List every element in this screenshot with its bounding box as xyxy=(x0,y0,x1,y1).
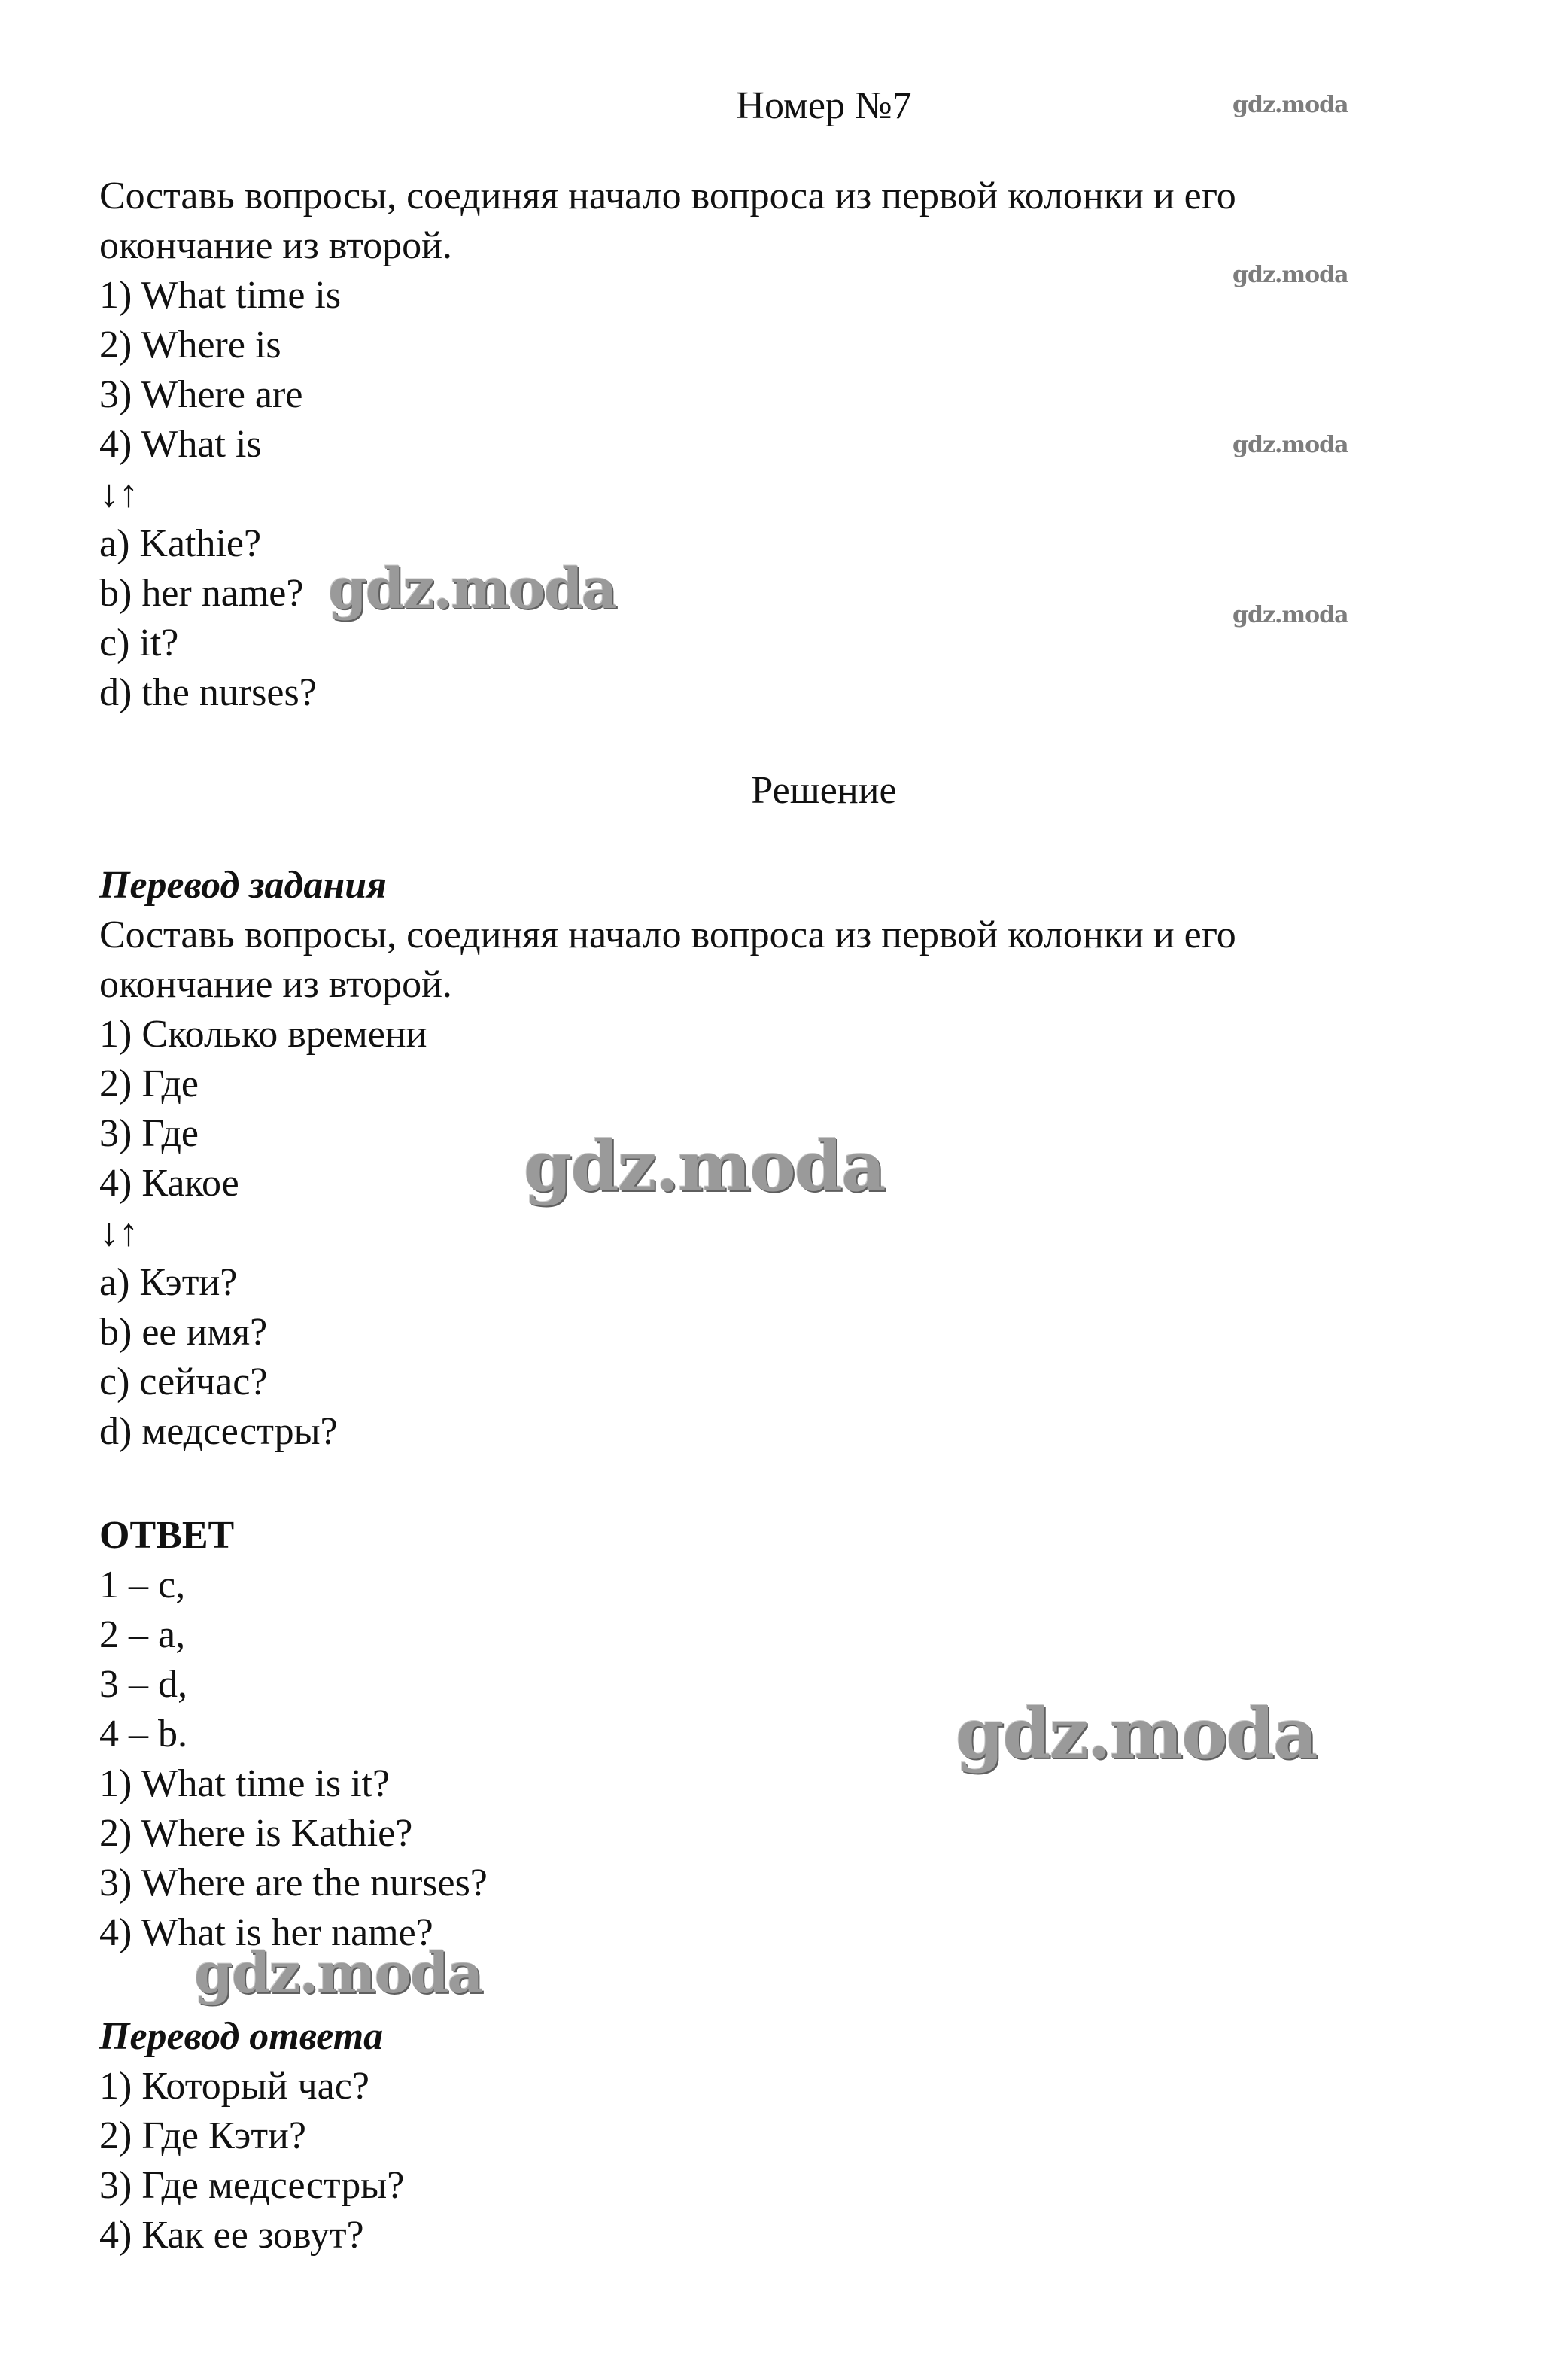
watermark: gdz.moda xyxy=(1232,432,1348,458)
answer-question-4: 4) What is her name? xyxy=(99,1911,433,1954)
watermark: gdz.moda xyxy=(328,557,616,622)
task-start-3: 3) Where are xyxy=(99,373,303,416)
task-instruction-line-1: Составь вопросы, соединяя начало вопроса из первой колонки и его xyxy=(99,175,1236,217)
task-ending-b: b) her name? xyxy=(99,572,304,615)
answer-heading: ОТВЕТ xyxy=(99,1514,235,1557)
solution-ending-b: b) ее имя? xyxy=(99,1311,268,1354)
watermark: gdz.moda xyxy=(956,1693,1317,1774)
solution-ending-d: d) медсестры? xyxy=(99,1410,338,1453)
solution-ending-a: a) Кэти? xyxy=(99,1261,238,1304)
watermark: gdz.moda xyxy=(1232,262,1348,288)
watermark: gdz.moda xyxy=(1232,602,1348,628)
solution-heading: Решение xyxy=(751,769,897,812)
solution-start-4: 4) Какое xyxy=(99,1162,239,1205)
solution-start-3: 3) Где xyxy=(99,1112,199,1155)
task-arrows: ↓↑ xyxy=(99,473,138,515)
translation-heading: Перевод задания xyxy=(99,864,387,907)
watermark: gdz.moda xyxy=(1232,92,1348,118)
solution-instruction-line-2: окончание из второй. xyxy=(99,963,452,1006)
answer-translation-4: 4) Как ее зовут? xyxy=(99,2214,364,2257)
answer-question-1: 1) What time is it? xyxy=(99,1762,391,1805)
watermark: gdz.moda xyxy=(194,1941,482,2006)
solution-ending-c: c) сейчас? xyxy=(99,1360,268,1403)
task-ending-c: c) it? xyxy=(99,622,179,664)
page-title: Номер №7 xyxy=(736,84,912,127)
task-start-2: 2) Where is xyxy=(99,324,281,366)
answer-pair-3: 3 – d, xyxy=(99,1663,187,1706)
answer-pair-2: 2 – a, xyxy=(99,1613,186,1656)
answer-pair-4: 4 – b. xyxy=(99,1713,187,1755)
solution-start-2: 2) Где xyxy=(99,1062,199,1105)
task-instruction-line-2: окончание из второй. xyxy=(99,224,452,267)
answer-translation-1: 1) Который час? xyxy=(99,2065,369,2108)
answer-translation-2: 2) Где Кэти? xyxy=(99,2114,306,2157)
answer-translation-3: 3) Где медсестры? xyxy=(99,2164,405,2207)
solution-arrows: ↓↑ xyxy=(99,1211,138,1254)
answer-question-2: 2) Where is Kathie? xyxy=(99,1812,413,1855)
solution-instruction-line-1: Составь вопросы, соединяя начало вопроса из первой колонки и его xyxy=(99,913,1236,956)
answer-question-3: 3) Where are the nurses? xyxy=(99,1862,488,1904)
task-ending-a: a) Kathie? xyxy=(99,522,262,565)
watermark: gdz.moda xyxy=(524,1126,885,1207)
task-start-4: 4) What is xyxy=(99,423,262,466)
answer-pair-1: 1 – c, xyxy=(99,1564,186,1606)
task-start-1: 1) What time is xyxy=(99,274,342,317)
solution-start-1: 1) Сколько времени xyxy=(99,1013,427,1056)
answer-translation-heading: Перевод ответа xyxy=(99,2015,384,2058)
task-ending-d: d) the nurses? xyxy=(99,671,317,714)
